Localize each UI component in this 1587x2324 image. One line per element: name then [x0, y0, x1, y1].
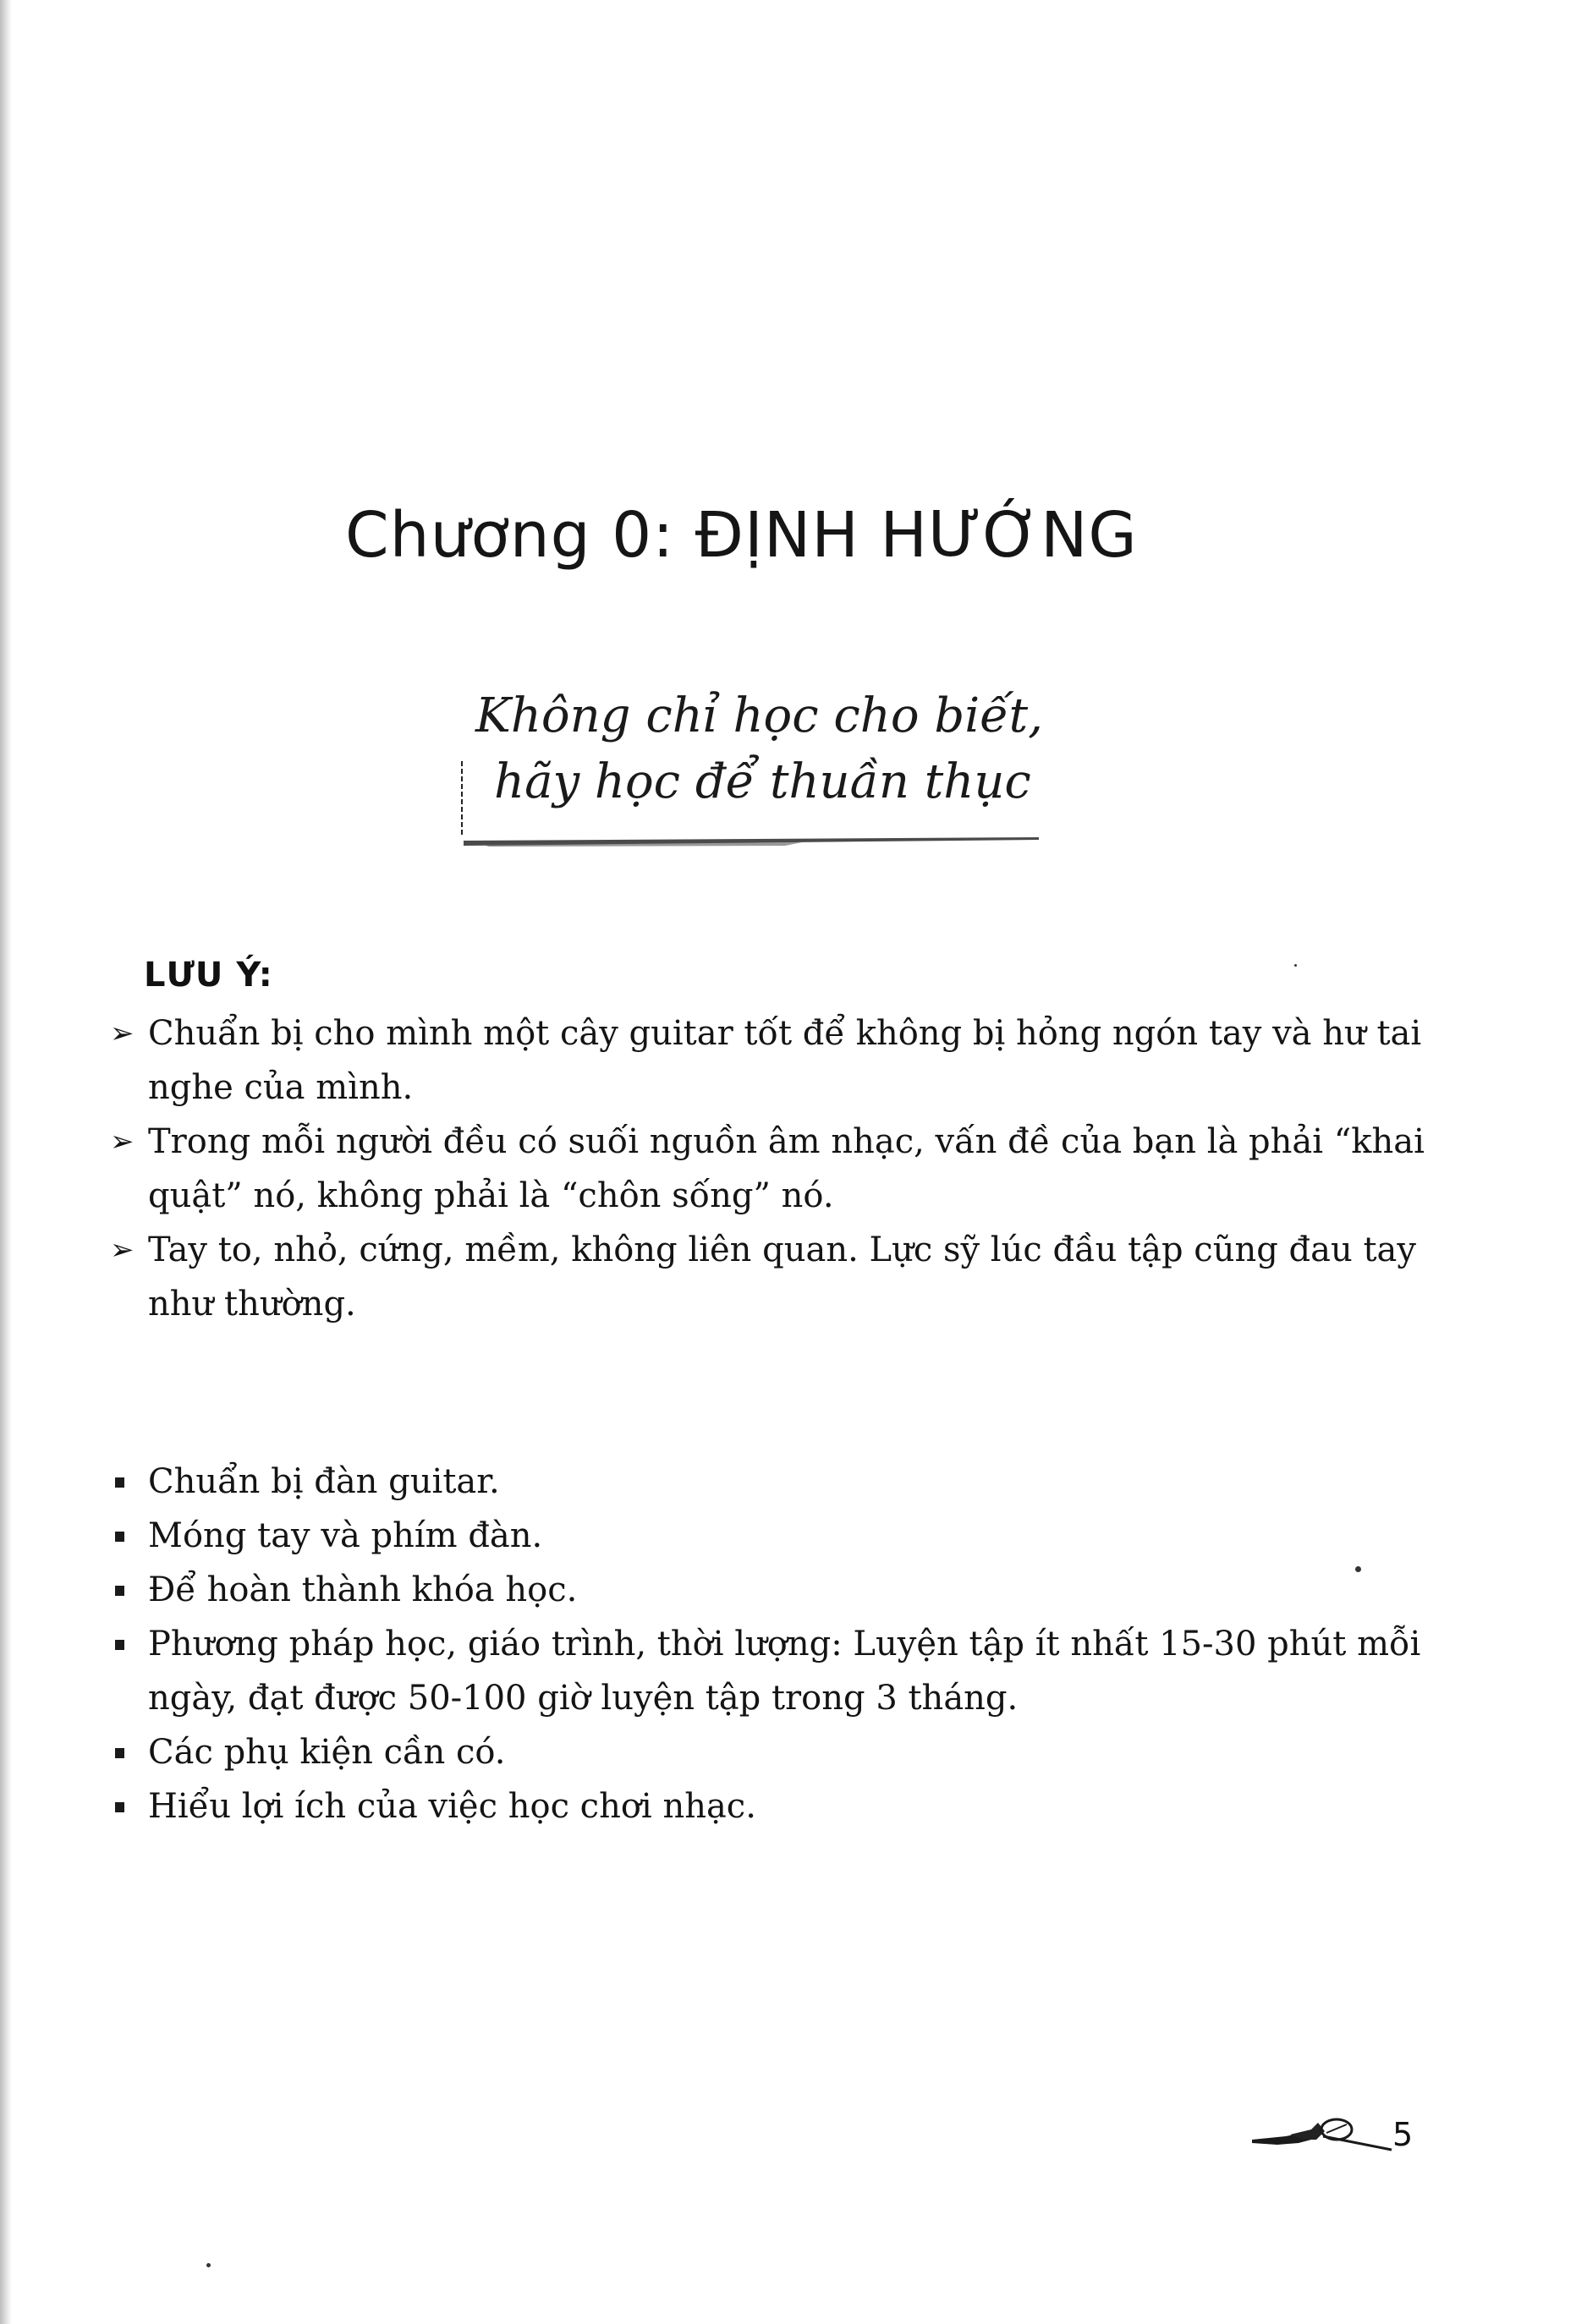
topic-text: Chuẩn bị đàn guitar. [148, 1462, 500, 1501]
page-binding-edge [0, 0, 12, 2324]
quote-line-2: hãy học để thuần thục [494, 754, 1031, 809]
guitar-doodle-icon [1252, 2114, 1396, 2157]
topic-text: Hiểu lợi ích của việc học chơi nhạc. [148, 1787, 756, 1826]
square-bullet-icon [115, 1802, 124, 1812]
square-bullet-icon [115, 1640, 124, 1650]
arrow-bullet-icon: ➢ [110, 1233, 135, 1267]
notes-heading: LƯU Ý: [144, 956, 273, 995]
quote-brush-underline [464, 836, 1039, 847]
square-bullet-icon [115, 1532, 124, 1542]
topic-item [110, 1725, 1430, 1779]
note-item [110, 1006, 1430, 1115]
topic-text: Móng tay và phím đàn. [148, 1516, 543, 1555]
topic-text: Để hoàn thành khóa học. [148, 1570, 578, 1609]
quote-bracket-tick [460, 761, 464, 837]
topic-item [110, 1617, 1430, 1725]
topic-item [110, 1563, 1430, 1617]
quote-line-1: Không chỉ học cho biết, [475, 688, 1043, 743]
topic-text: Các phụ kiện cần có. [148, 1733, 506, 1772]
topic-text: Phương pháp học, giáo trình, thời lượng: Luyện tập ít nhất 15-30 phút mỗi ngày, đạt được 50-100 giờ luyện tập trong 3 tháng. [148, 1625, 1421, 1718]
note-item [110, 1223, 1430, 1331]
topic-item [110, 1509, 1430, 1563]
page-number: 5 [1392, 2116, 1414, 2153]
topics-list [110, 1455, 1430, 1833]
note-text: Chuẩn bị cho mình một cây guitar tốt để không bị hỏng ngón tay và hư tai nghe của mình. [148, 1014, 1422, 1107]
square-bullet-icon [115, 1586, 124, 1596]
ink-speck [206, 2263, 211, 2267]
topic-item [110, 1455, 1430, 1509]
square-bullet-icon [115, 1748, 124, 1758]
note-text: Tay to, nhỏ, cứng, mềm, không liên quan. Lực sỹ lúc đầu tập cũng đau tay như thường. [148, 1231, 1417, 1324]
ink-speck [1355, 1566, 1361, 1572]
ink-speck [1294, 964, 1297, 967]
arrow-bullet-icon: ➢ [110, 1017, 135, 1050]
chapter-quote [457, 677, 1049, 871]
page-footer [1252, 2114, 1421, 2165]
topic-item [110, 1779, 1430, 1833]
square-bullet-icon [115, 1477, 124, 1488]
arrow-bullet-icon: ➢ [110, 1125, 135, 1159]
note-item [110, 1115, 1430, 1223]
chapter-title: Chương 0: ĐỊNH HƯỚNG [345, 498, 1138, 572]
note-text: Trong mỗi người đều có suối nguồn âm nhạc, vấn đề của bạn là phải “khai quật” nó, không phải là “chôn sống” nó. [148, 1122, 1425, 1215]
notes-list [110, 1006, 1430, 1331]
